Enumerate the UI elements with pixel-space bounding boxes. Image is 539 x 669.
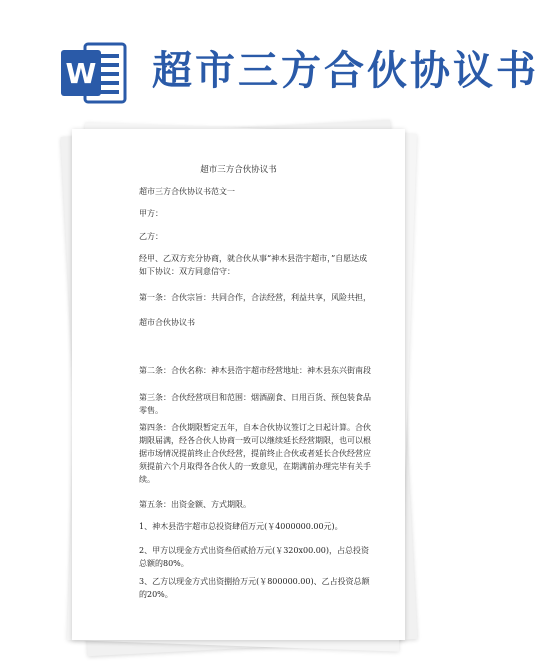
paragraph-item-2: 2、甲方以现金方式出资叁佰贰拾万元(￥320x00.00)，占总投资总额的80%。	[139, 546, 370, 568]
paragraph-article-2: 第二条：合伙名称：神木县浩宇超市经营地址：神木县东兴街南段	[139, 366, 371, 375]
paragraph-subheading: 超市合伙协议书	[139, 318, 195, 327]
paragraph-party-a: 甲方：	[139, 209, 163, 218]
paragraph-item-3: 3、乙方以现金方式出资捌拾万元(￥800000.00)、乙占投资总额的20%。	[139, 577, 370, 599]
paragraph-article-1: 第一条：合伙宗旨：共同合作，合法经营，利益共享，风险共担，	[139, 293, 371, 302]
word-icon-letter: W	[65, 57, 97, 90]
paragraph-item-1: 1、神木县浩宇超市总投资肆佰万元(￥4000000.00元)。	[139, 522, 343, 531]
banner-title: 超市三方合伙协议书	[152, 48, 539, 94]
paragraph-article-4: 第四条：合伙期限暂定五年，自本合伙协议签订之日起计算。合伙期限届满，经各合伙人协商一致可以继续延长经营期限，也可以根据市场情况提前终止合伙经营，提前终止合伙或者延长合伙经营应须提前六个月取得各合伙人的一致意见，在期满前办理完毕有关手续。	[139, 423, 371, 484]
word-document-icon	[59, 38, 129, 108]
paragraph-article-3: 第三条：合伙经营项目和范围：烟酒副食、日用百货、预包装食品零售。	[139, 393, 371, 415]
document-title: 超市三方合伙协议书	[200, 165, 277, 175]
paragraph-heading: 超市三方合伙协议书范文一	[139, 187, 235, 196]
banner	[0, 0, 539, 118]
paragraph-party-b: 乙方：	[139, 232, 163, 241]
paragraph-intro: 经甲、乙双方充分协商，就合伙从事“神木县浩宇超市，”自愿达成如下协议：双方同意信守：	[139, 254, 368, 276]
paragraph-article-5: 第五条：出资金额、方式期限。	[139, 500, 251, 509]
document-page	[72, 129, 405, 640]
